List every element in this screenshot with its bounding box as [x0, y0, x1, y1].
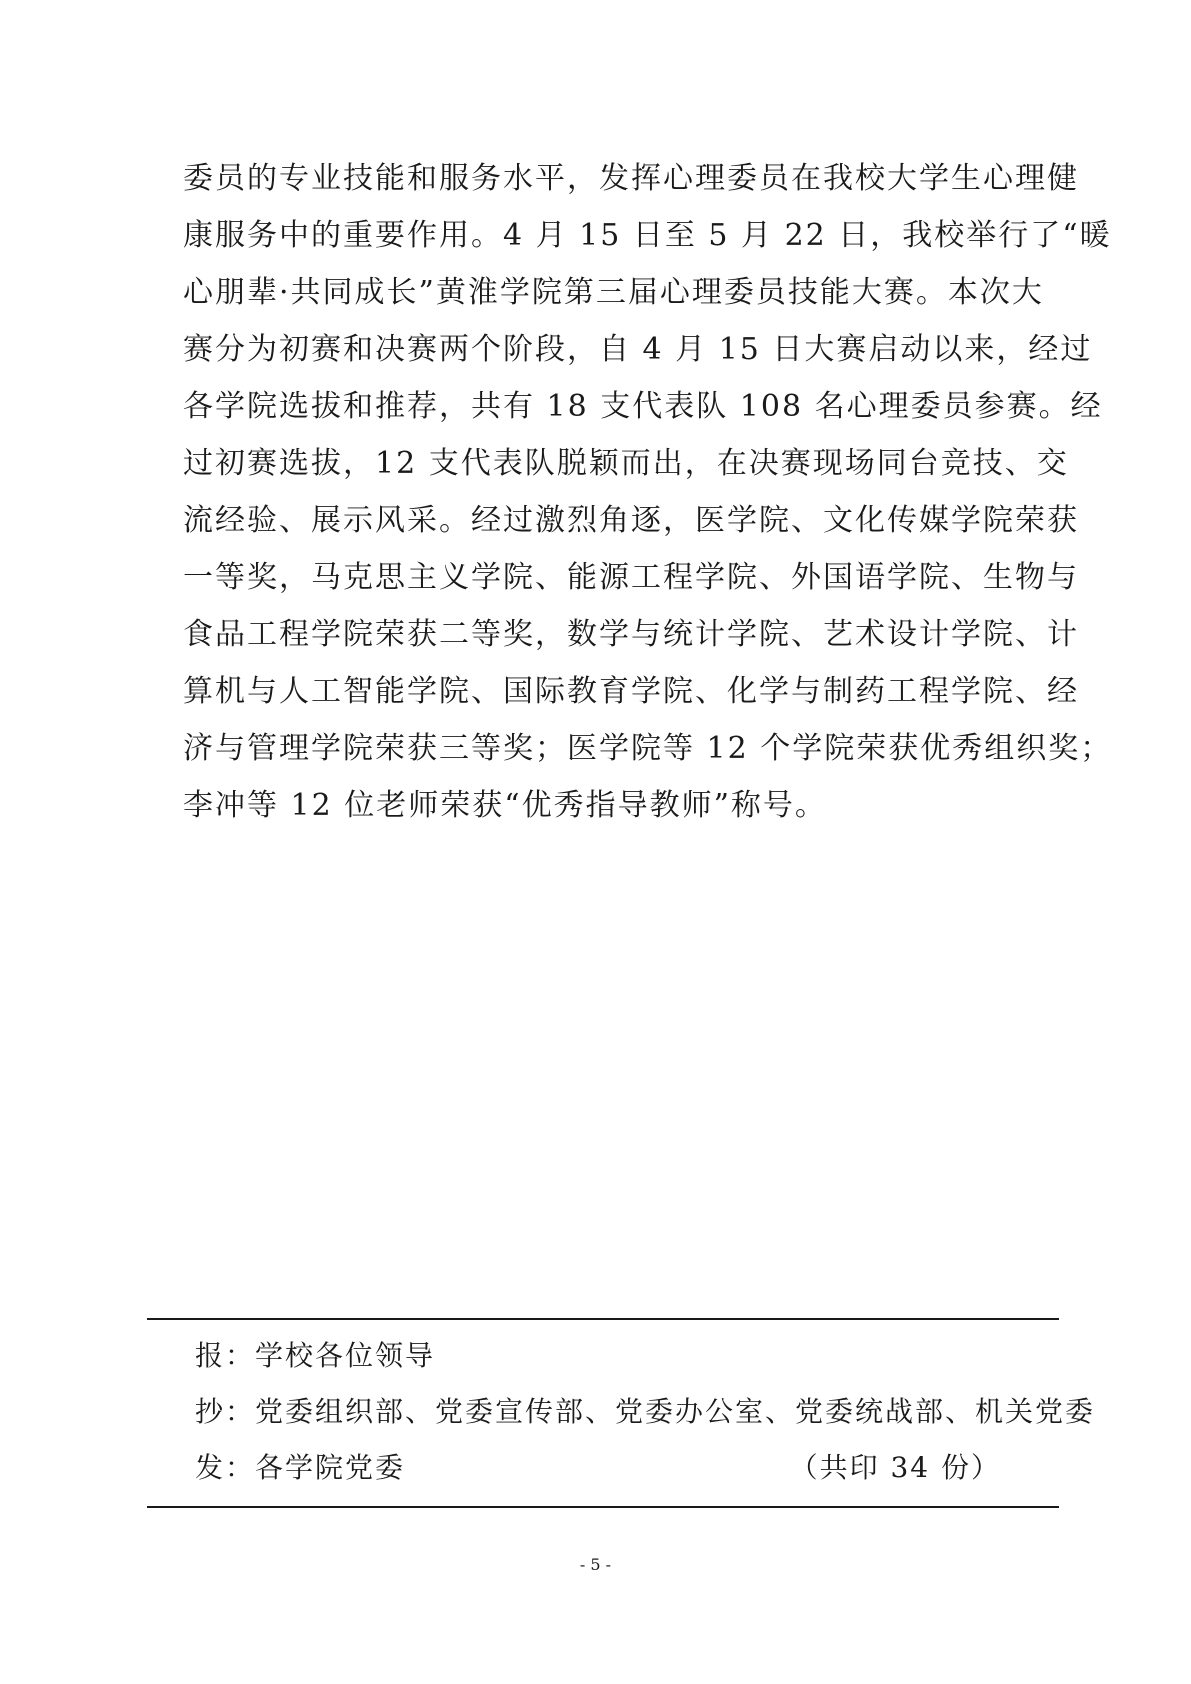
print-copies: （共印 34 份） [789, 1451, 1001, 1484]
body-text [183, 150, 1113, 834]
send-line: 发：各学院党委 [195, 1451, 406, 1484]
body-line: 各学院选拔和推荐，共有 18 支代表队 108 名心理委员参赛。经 [183, 389, 1103, 424]
body-line: 食品工程学院荣获二等奖，数学与统计学院、艺术设计学院、计 [183, 617, 1079, 652]
body-line: 过初赛选拔，12 支代表队脱颖而出，在决赛现场同台竞技、交 [183, 446, 1069, 481]
body-line: 一等奖，马克思主义学院、能源工程学院、外国语学院、生物与 [183, 560, 1079, 595]
body-line: 委员的专业技能和服务水平，发挥心理委员在我校大学生心理健 [183, 161, 1079, 196]
body-line: 康服务中的重要作用。4 月 15 日至 5 月 22 日，我校举行了“暖 [183, 218, 1112, 253]
page-number: - 5 - [579, 1555, 612, 1574]
copy-line: 抄：党委组织部、党委宣传部、党委办公室、党委统战部、机关党委 [195, 1395, 1096, 1428]
body-line: 李冲等 12 位老师荣获“优秀指导教师”称号。 [183, 788, 827, 823]
body-line: 济与管理学院荣获三等奖；医学院等 12 个学院荣获优秀组织奖； [183, 731, 1113, 766]
body-line: 算机与人工智能学院、国际教育学院、化学与制药工程学院、经 [183, 674, 1079, 709]
body-line: 流经验、展示风采。经过激烈角逐，医学院、文化传媒学院荣获 [183, 503, 1079, 538]
send-row [147, 1440, 1059, 1496]
report-line: 报：学校各位领导 [195, 1339, 436, 1372]
body-line: 赛分为初赛和决赛两个阶段，自 4 月 15 日大赛启动以来，经过 [183, 332, 1093, 367]
distribution-block [147, 1318, 1096, 1508]
body-line: 心朋辈·共同成长”黄淮学院第三届心理委员技能大赛。本次大 [183, 275, 1044, 310]
